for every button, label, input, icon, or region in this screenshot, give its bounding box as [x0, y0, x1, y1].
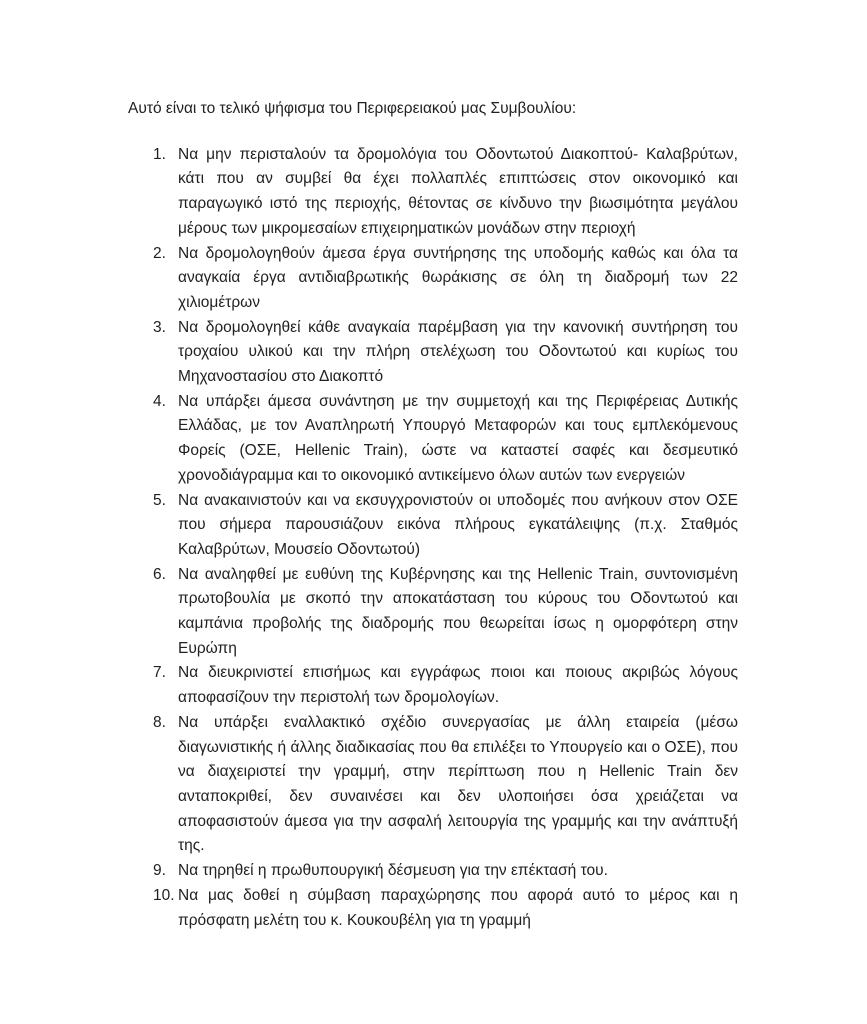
- list-item-text: Να υπάρξει άμεσα συνάντηση με την συμμετοχή και της Περιφέρειας Δυτικής Ελλάδας, με τον Αναπληρωτή Υπουργό Μεταφορών και τους εμπλεκόμενους Φορείς (ΟΣΕ, Hellenic Train), ώστε να καταστεί σαφές και δεσμευτικό χρονοδιάγραμμα και το οικονομικό αντικείμενο όλων αυτών των ενεργειών: [178, 392, 738, 484]
- list-item: [128, 242, 738, 316]
- list-item-text: Να δρομολογηθεί κάθε αναγκαία παρέμβαση για την κανονική συντήρηση του τροχαίου υλικού και την πλήρη στελέχωση του Οδοντωτού και κυρίως του Μηχανοστασίου στο Διακοπτό: [178, 318, 738, 386]
- list-item: [128, 316, 738, 390]
- list-item: [128, 489, 738, 563]
- list-item-text: Να τηρηθεί η πρωθυπουργική δέσμευση για την επέκτασή του.: [178, 862, 608, 880]
- list-item-number: 2.: [153, 244, 166, 262]
- list-item-number: 8.: [153, 713, 166, 731]
- list-item-text: Να υπάρξει εναλλακτικό σχέδιο συνεργασίας με άλλη εταιρεία (μέσω διαγωνιστικής ή άλλης διαδικασίας που θα επιλέξει το Υπουργείο και ο ΟΣΕ), που να διαχειριστεί την γραμμή, στην περίπτωση που η Hellenic Train δεν ανταποκριθεί, δεν συναινέσει και δεν υλοποιήσει όσα χρειάζεται να αποφασιστούν άμεσα για την ασφαλή λειτουργία της γραμμής και την ανάπτυξή της.: [178, 713, 738, 855]
- list-item-number: 3.: [153, 318, 166, 336]
- list-item: [128, 143, 738, 242]
- list-item-text: Να αναληφθεί με ευθύνη της Κυβέρνησης και της Hellenic Train, συντονισμένη πρωτοβουλία με σκοπό την αποκατάσταση του κύρους του Οδοντωτού και καμπάνια προβολής της διαδρομής που θεωρείται ίσως η ομορφότερη στην Ευρώπη: [178, 565, 738, 657]
- document-title: Αυτό είναι το τελικό ψήφισμα του Περιφερειακού μας Συμβουλίου:: [128, 100, 577, 117]
- list-item-text: Να διευκρινιστεί επισήμως και εγγράφως ποιοι και ποιους ακριβώς λόγους αποφασίζουν την περιστολή των δρομολογίων.: [178, 664, 738, 707]
- list-item-number: 4.: [153, 392, 166, 410]
- list-item-number: 1.: [153, 145, 166, 163]
- list-item-number: 6.: [153, 565, 166, 583]
- document-content: [128, 97, 738, 933]
- resolution-list: [128, 143, 738, 934]
- list-item-text: Να δρομολογηθούν άμεσα έργα συντήρησης της υποδομής καθώς και όλα τα αναγκαία έργα αντιδιαβρωτικής θωράκισης σε όλη τη διαδρομή των 22 χιλιομέτρων: [178, 244, 738, 311]
- list-item-number: 7.: [153, 664, 166, 682]
- list-item-text: Να μας δοθεί η σύμβαση παραχώρησης που αφορά αυτό το μέρος και η πρόσφατη μελέτη του κ. Κουκουβέλη για τη γραμμή: [178, 886, 738, 929]
- list-item: [128, 711, 738, 859]
- list-item-text: Να ανακαινιστούν και να εκσυγχρονιστούν οι υποδομές που ανήκουν στον ΟΣΕ που σήμερα παρουσιάζουν εικόνα πλήρους εγκατάλειψης (π.χ. Σταθμός Καλαβρύτων, Μουσείο Οδοντωτού): [178, 491, 738, 558]
- list-item-text: Να μην περισταλούν τα δρομολόγια του Οδοντωτού Διακοπτού- Καλαβρύτων, κάτι που αν συμβεί θα έχει πολλαπλές επιπτώσεις στον οικονομικό και παραγωγικό ιστό της περιοχής, θέτοντας σε κίνδυνο την βιωσιμότητα μεγάλου μέρους των μικρομεσαίων επιχειρηματικών μονάδων στην περιοχή: [178, 145, 738, 237]
- list-item: [128, 859, 738, 884]
- list-item: [128, 884, 738, 933]
- list-item: [128, 390, 738, 489]
- list-item-number: 5.: [153, 491, 166, 509]
- list-item: [128, 661, 738, 710]
- list-item-number: 10.: [153, 886, 175, 904]
- list-item-number: 9.: [153, 862, 166, 880]
- list-item: [128, 563, 738, 662]
